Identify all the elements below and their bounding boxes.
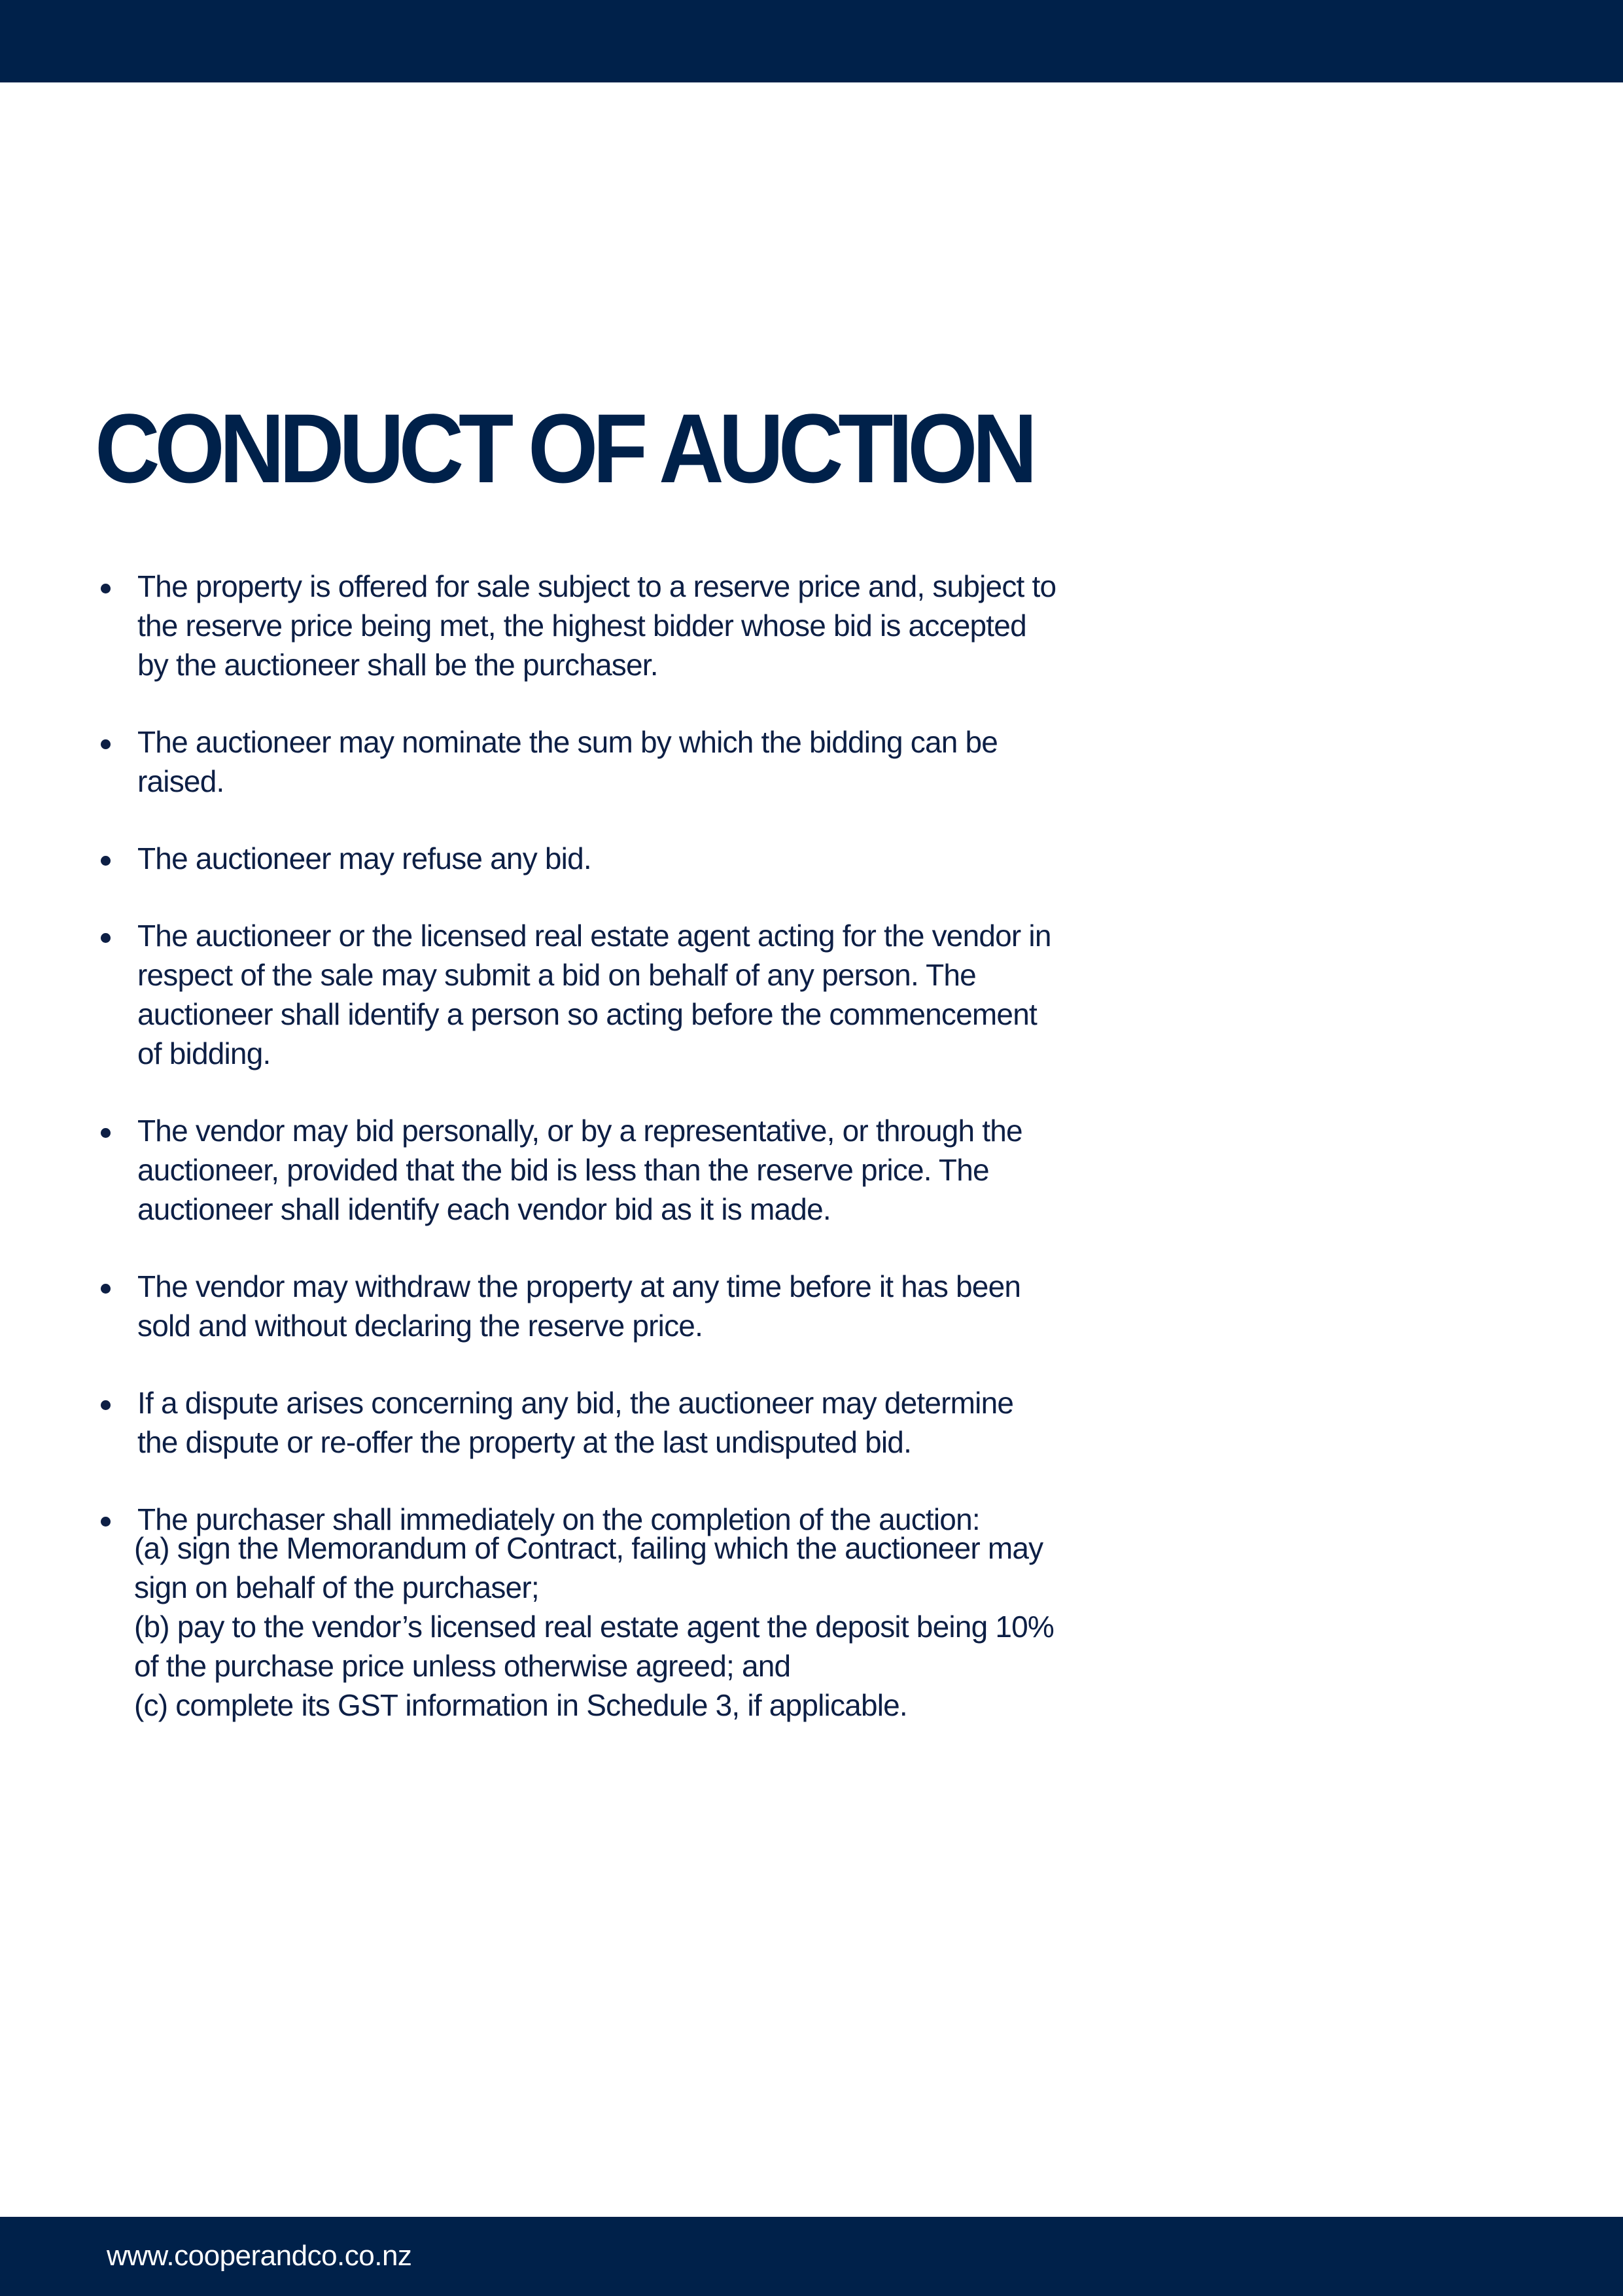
list-item (98, 722, 1060, 801)
term-text: The auctioneer may refuse any bid. (137, 841, 591, 875)
bullet-icon (101, 856, 111, 866)
list-item (98, 567, 1060, 684)
list-item (98, 916, 1060, 1073)
term-text: The auctioneer or the licensed real estate agent acting for the vendor in respect of the sale may submit a bid on behalf of any person. The auctioneer shall identify a person so acting before the commencement of bidding. (137, 919, 1051, 1070)
sub-item-b: (b) pay to the vendor’s licensed real estate agent the deposit being 10% of the purchase price unless otherwise agreed; and (134, 1610, 1055, 1683)
bullet-icon (101, 584, 111, 593)
term-text: The property is offered for sale subject to a reserve price and, subject to the reserve price being met, the highest bidder whose bid is accepted by the auctioneer shall be the purchaser. (137, 569, 1056, 682)
sub-item-a: (a) sign the Memorandum of Contract, failing which the auctioneer may sign on behalf of the purchaser; (134, 1531, 1043, 1604)
terms-list (98, 567, 1060, 1763)
footer-bar (0, 2217, 1623, 2296)
bullet-icon (101, 1400, 111, 1410)
list-item (98, 1267, 1060, 1345)
bullet-icon (101, 933, 111, 943)
list-item-purchaser-obligations (98, 1500, 1060, 1725)
sub-items (134, 1528, 1060, 1725)
footer-website-link[interactable]: www.cooperandco.co.nz (107, 2240, 412, 2272)
bullet-icon (101, 739, 111, 749)
header-bar (0, 0, 1623, 82)
term-text: The purchaser shall immediately on the completion of the auction: (137, 1502, 980, 1536)
term-text: The vendor may bid personally, or by a representative, or through the auctioneer, provided that the bid is less than the reserve price. The auctioneer shall identify each vendor bid as it is made. (137, 1114, 1022, 1226)
bullet-icon (101, 1517, 111, 1527)
page-title: CONDUCT OF AUCTION (95, 393, 1032, 503)
term-text: If a dispute arises concerning any bid, the auctioneer may determine the dispute or re-offer the property at the last undisputed bid. (137, 1386, 1014, 1459)
list-item (98, 839, 1060, 878)
term-text: The vendor may withdraw the property at any time before it has been sold and without declaring the reserve price. (137, 1269, 1021, 1343)
sub-item-c: (c) complete its GST information in Schedule 3, if applicable. (134, 1688, 907, 1722)
bullet-icon (101, 1284, 111, 1294)
bullet-icon (101, 1128, 111, 1138)
list-item (98, 1383, 1060, 1462)
list-item (98, 1111, 1060, 1229)
term-text: The auctioneer may nominate the sum by which the bidding can be raised. (137, 725, 998, 798)
